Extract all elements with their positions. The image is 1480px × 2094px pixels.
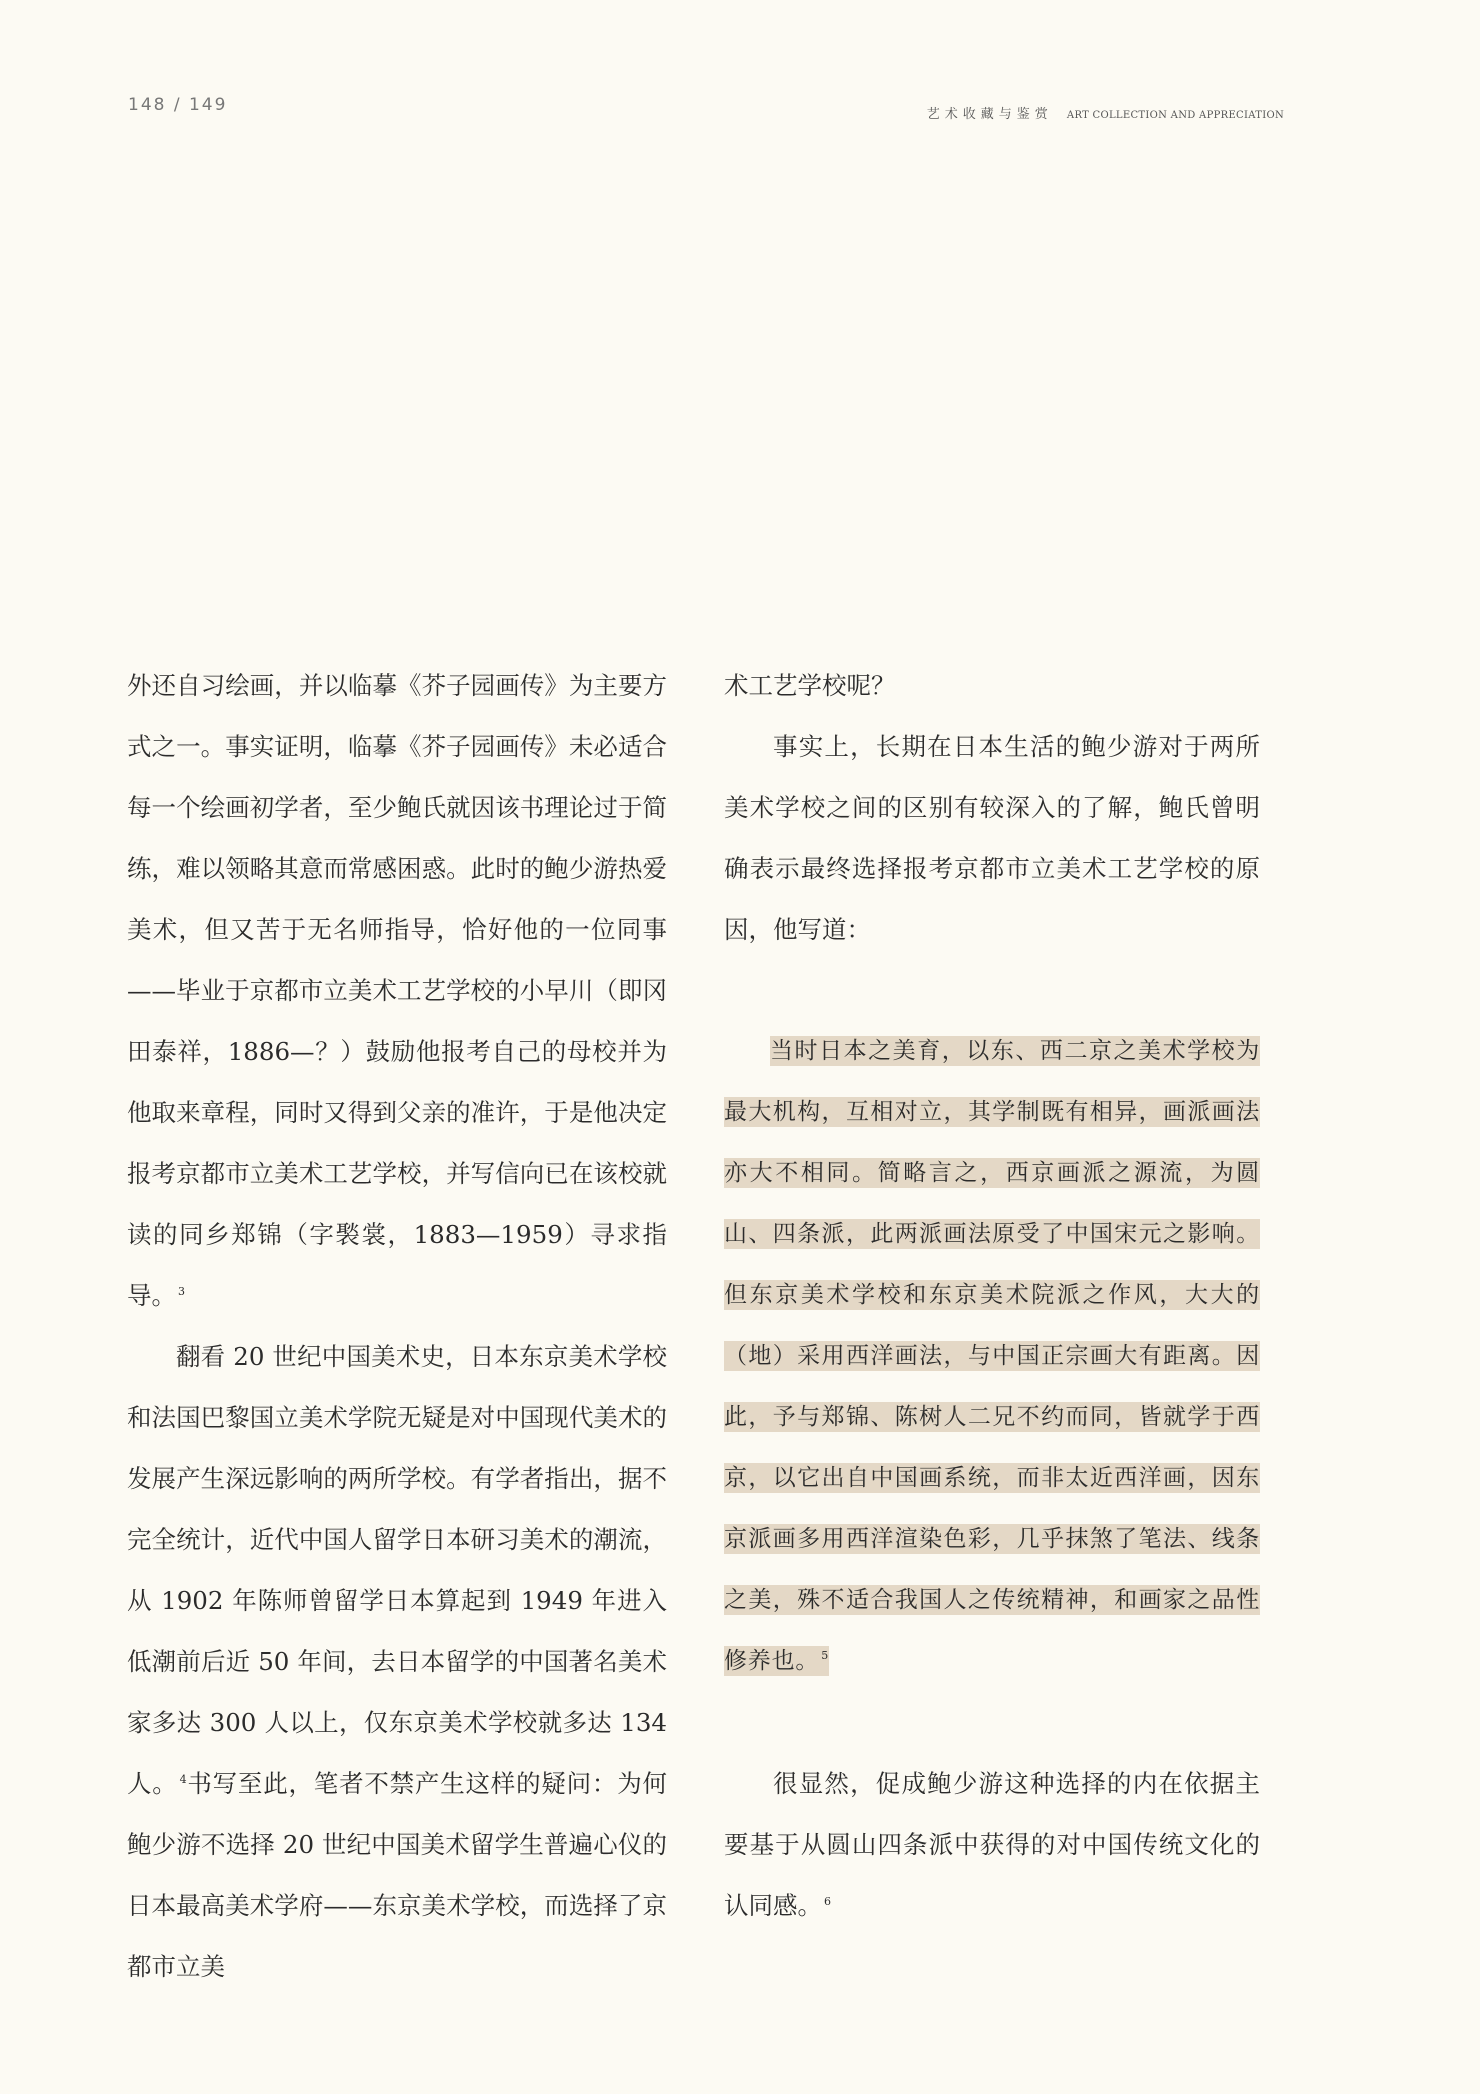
paragraph: 术工艺学校呢？ bbox=[724, 671, 896, 700]
quote-text bbox=[724, 1036, 1260, 1676]
footnote-ref: 3 bbox=[178, 1284, 185, 1298]
journal-title-en: ART COLLECTION AND APPRECIATION bbox=[1066, 110, 1284, 121]
paragraph-text: 外还自习绘画，并以临摹《芥子园画传》为主要方式之一。事实证明，临摹《芥子园画传》未必适合每一个绘画初学者，至少鲍氏就因该书理论过于简练，难以领略其意而常感困惑。此时的鲍少游热爱美术，但又苦于无名师指导，恰好他的一位同事——毕业于京都市立美术工艺学校的小早川（即冈田泰祥，1886—？）鼓励他报考自己的母校并为他取来章程，同时又得到父亲的准许，于是他决定报考京都市立美术工艺学校，并写信向已在该校就读的同乡郑锦（字褧裳，1883—1959）寻求指导。 bbox=[127, 671, 667, 1310]
paragraph-text: 翻看 20 世纪中国美术史，日本东京美术学校和法国巴黎国立美术学院无疑是对中国现代美术的发展产生深远影响的两所学校。有学者指出，据不完全统计，近代中国人留学日本研习美术的潮流，从 1902 年陈师曾留学日本算起到 1949 年进入低潮前后近 50 年间，去日本留学的中国著名美术家多达 300 人以上，仅东京美术学校就多达 134 人。 bbox=[127, 1342, 667, 1798]
quote-body: 当时日本之美育，以东、西二京之美术学校为最大机构，互相对立，其学制既有相异，画派画法亦大不相同。简略言之，西京画派之源流，为圆山、四条派，此两派画法原受了中国宋元之影响。但东京美术学校和东京美术院派之作风，大大的（地）采用西洋画法，与中国正宗画大有距离。因此，予与郑锦、陈树人二兄不约而同，皆就学于西京，以它出自中国画系统，而非太近西洋画，因东京派画多用西洋渲染色彩，几乎抹煞了笔法、线条之美，殊不适合我国人之传统精神，和画家之品性修养也。 bbox=[724, 1038, 1260, 1674]
right-column bbox=[724, 655, 1260, 1936]
paragraph-text: 很显然，促成鲍少游这种选择的内在依据主要基于从圆山四条派中获得的对中国传统文化的认同感。 bbox=[724, 1769, 1260, 1920]
footnote-ref: 4 bbox=[179, 1772, 187, 1786]
paragraph bbox=[724, 1753, 1260, 1936]
page-numbers: 148 / 149 bbox=[128, 95, 228, 115]
paragraph-text: 书写至此，笔者不禁产生这样的疑问：为何鲍少游不选择 20 世纪中国美术留学生普遍心仪的日本最高美术学府——东京美术学校，而选择了京都市立美 bbox=[127, 1769, 668, 1981]
footnote-ref: 6 bbox=[824, 1894, 831, 1908]
journal-title-cn: 艺术收藏与鉴赏 bbox=[926, 107, 1053, 122]
left-column bbox=[127, 655, 667, 1997]
paragraph bbox=[127, 1326, 667, 1997]
paragraph: 事实上，长期在日本生活的鲍少游对于两所美术学校之间的区别有较深入的了解，鲍氏曾明确表示最终选择报考京都市立美术工艺学校的原因，他写道： bbox=[724, 732, 1260, 944]
block-quote bbox=[724, 1021, 1260, 1692]
footnote-ref: 5 bbox=[821, 1649, 830, 1663]
paragraph bbox=[127, 655, 667, 1326]
running-head bbox=[927, 103, 1284, 122]
